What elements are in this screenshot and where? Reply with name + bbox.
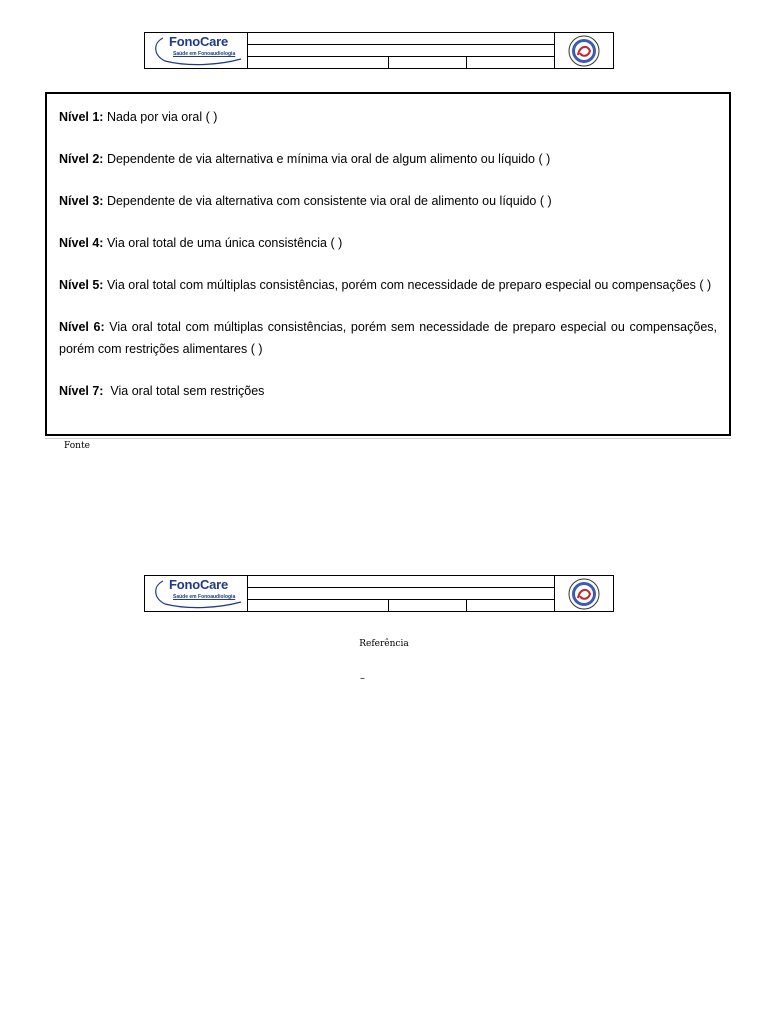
header-table-top bbox=[144, 32, 614, 69]
header-fields bbox=[248, 33, 555, 68]
header-row bbox=[248, 45, 554, 57]
level-3: Nível 3: Dependente de via alternativa com consistente via oral de alimento ou líquido ( ) bbox=[59, 194, 552, 208]
logo-title: FonoCare bbox=[169, 577, 229, 592]
fonte-label: Fonte bbox=[64, 441, 90, 451]
level-6: Nível 6: Via oral total com múltiplas consistências, porém sem necessidade de preparo especial ou compensações, porém com restrições alimentares ( ) bbox=[59, 320, 717, 356]
level-4: Nível 4: Via oral total de uma única consistência ( ) bbox=[59, 236, 343, 250]
header-fields bbox=[248, 576, 555, 611]
level-2: Nível 2: Dependente de via alternativa e mínima via oral de algum alimento ou líquido ( ) bbox=[59, 152, 551, 166]
logo-title: FonoCare bbox=[169, 34, 229, 49]
logo-subtitle: Saúde em Fonoaudiologia bbox=[173, 51, 236, 57]
header-row bbox=[248, 33, 554, 45]
level-5: Nível 5: Via oral total com múltiplas consistências, porém com necessidade de preparo especial ou compensações ( ) bbox=[59, 278, 712, 292]
seal-cell bbox=[555, 33, 613, 68]
seal-icon bbox=[568, 578, 600, 610]
header-row bbox=[248, 588, 554, 600]
logo-subtitle: Saúde em Fonoaudiologia bbox=[173, 594, 236, 600]
header-table-bottom bbox=[144, 575, 614, 612]
seal-cell bbox=[555, 576, 613, 611]
header-row bbox=[248, 576, 554, 588]
referencia-label: Referência bbox=[359, 639, 409, 649]
level-1: Nível 1: Nada por via oral ( ) bbox=[59, 110, 218, 124]
fonocare-logo bbox=[145, 576, 248, 611]
header-row bbox=[248, 600, 554, 611]
feeding-levels-box bbox=[45, 92, 731, 436]
seal-icon bbox=[568, 35, 600, 67]
header-row bbox=[248, 57, 554, 68]
dash-mark: – bbox=[360, 673, 365, 684]
level-7: Nível 7: Via oral total sem restrições bbox=[59, 384, 265, 398]
fonocare-logo bbox=[145, 33, 248, 68]
